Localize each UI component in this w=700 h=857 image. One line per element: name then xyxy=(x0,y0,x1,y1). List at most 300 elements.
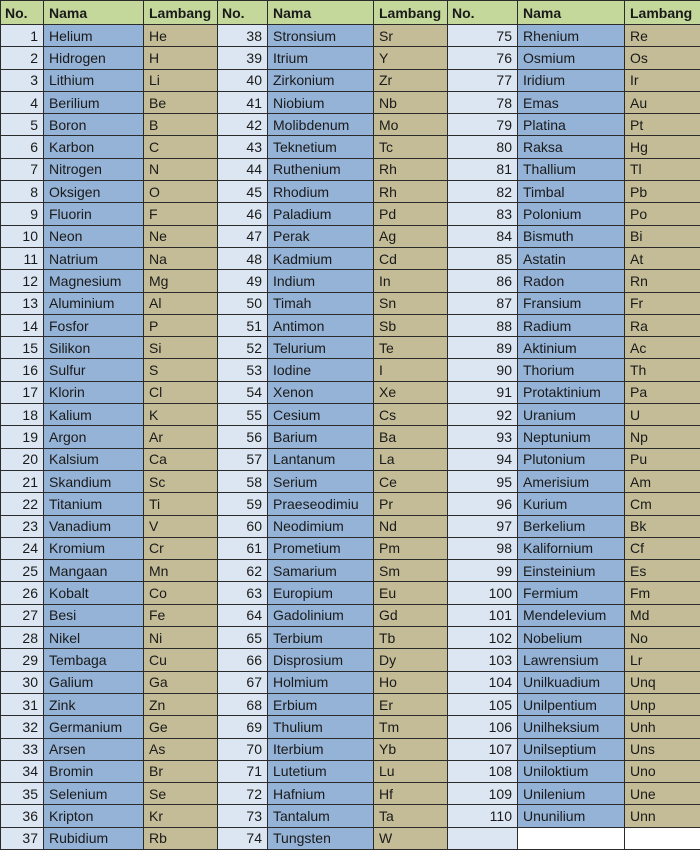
element-symbol: In xyxy=(374,270,448,292)
element-name: Titanium xyxy=(44,493,144,515)
element-number: 73 xyxy=(218,805,268,827)
element-symbol: Tm xyxy=(374,716,448,738)
element-number: 81 xyxy=(448,158,518,180)
element-symbol: V xyxy=(144,515,218,537)
element-number: 93 xyxy=(448,426,518,448)
table-row xyxy=(1,470,700,492)
element-symbol: Unh xyxy=(625,716,700,738)
element-symbol: Pu xyxy=(625,448,700,470)
element-symbol: Cd xyxy=(374,247,448,269)
table-body xyxy=(1,25,700,850)
table-row xyxy=(1,671,700,693)
element-symbol: Ba xyxy=(374,426,448,448)
table-row xyxy=(1,448,700,470)
element-symbol: Nd xyxy=(374,515,448,537)
element-number: 95 xyxy=(448,470,518,492)
element-name: Kobalt xyxy=(44,582,144,604)
element-symbol: I xyxy=(374,359,448,381)
element-symbol: Cr xyxy=(144,537,218,559)
element-number: 78 xyxy=(448,91,518,113)
element-name: Iodine xyxy=(268,359,374,381)
element-symbol: Dy xyxy=(374,649,448,671)
element-symbol: Sr xyxy=(374,25,448,47)
table-row xyxy=(1,381,700,403)
element-number: 8 xyxy=(1,181,44,203)
element-name: Iridium xyxy=(518,69,625,91)
table-row xyxy=(1,537,700,559)
element-name: Kurium xyxy=(518,493,625,515)
element-name: Fluorin xyxy=(44,203,144,225)
table-row xyxy=(1,47,700,69)
element-symbol: Tb xyxy=(374,627,448,649)
element-name: Zink xyxy=(44,693,144,715)
table-row xyxy=(1,426,700,448)
element-symbol: Ag xyxy=(374,225,448,247)
element-symbol: Uns xyxy=(625,738,700,760)
element-number: 36 xyxy=(1,805,44,827)
element-symbol: Li xyxy=(144,69,218,91)
element-name: Selenium xyxy=(44,783,144,805)
element-symbol: Ti xyxy=(144,493,218,515)
element-name: Timah xyxy=(268,292,374,314)
element-symbol: Es xyxy=(625,560,700,582)
element-symbol: Rh xyxy=(374,158,448,180)
element-symbol: U xyxy=(625,404,700,426)
element-number: 19 xyxy=(1,426,44,448)
element-number: 50 xyxy=(218,292,268,314)
element-symbol: Re xyxy=(625,25,700,47)
table-row xyxy=(1,292,700,314)
table-row xyxy=(1,337,700,359)
element-name: Niobium xyxy=(268,91,374,113)
element-number: 96 xyxy=(448,493,518,515)
element-name: Stronsium xyxy=(268,25,374,47)
element-number: 92 xyxy=(448,404,518,426)
element-symbol: Po xyxy=(625,203,700,225)
element-symbol: Y xyxy=(374,47,448,69)
table-row xyxy=(1,582,700,604)
element-number: 10 xyxy=(1,225,44,247)
element-name: Argon xyxy=(44,426,144,448)
element-name: Unilenium xyxy=(518,783,625,805)
element-number: 51 xyxy=(218,314,268,336)
table-row xyxy=(1,69,700,91)
element-symbol: F xyxy=(144,203,218,225)
element-name: Oksigen xyxy=(44,181,144,203)
element-number: 44 xyxy=(218,158,268,180)
element-name: Paladium xyxy=(268,203,374,225)
element-symbol: Sc xyxy=(144,470,218,492)
element-number: 71 xyxy=(218,760,268,782)
table-row xyxy=(1,158,700,180)
element-number: 66 xyxy=(218,649,268,671)
element-name: Radon xyxy=(518,270,625,292)
element-name: Helium xyxy=(44,25,144,47)
table-row xyxy=(1,181,700,203)
element-name: Thulium xyxy=(268,716,374,738)
element-symbol: Lr xyxy=(625,649,700,671)
element-name: Nobelium xyxy=(518,627,625,649)
element-symbol: Yb xyxy=(374,738,448,760)
element-name: Disprosium xyxy=(268,649,374,671)
element-number: 79 xyxy=(448,114,518,136)
element-symbol: Se xyxy=(144,783,218,805)
table-row xyxy=(1,91,700,113)
element-number: 67 xyxy=(218,671,268,693)
element-number: 90 xyxy=(448,359,518,381)
element-number: 68 xyxy=(218,693,268,715)
element-number: 22 xyxy=(1,493,44,515)
element-number: 98 xyxy=(448,537,518,559)
element-number: 101 xyxy=(448,604,518,626)
element-number: 100 xyxy=(448,582,518,604)
header-lambang: Lambang xyxy=(374,1,448,25)
header-nama: Nama xyxy=(268,1,374,25)
header-nama: Nama xyxy=(44,1,144,25)
element-number: 54 xyxy=(218,381,268,403)
element-number: 65 xyxy=(218,627,268,649)
element-name: Protaktinium xyxy=(518,381,625,403)
element-number: 59 xyxy=(218,493,268,515)
element-number: 74 xyxy=(218,827,268,849)
element-name: Unilseptium xyxy=(518,738,625,760)
element-name: Kromium xyxy=(44,537,144,559)
element-number: 28 xyxy=(1,627,44,649)
element-number: 84 xyxy=(448,225,518,247)
element-number: 53 xyxy=(218,359,268,381)
element-symbol: Ga xyxy=(144,671,218,693)
element-symbol: Hf xyxy=(374,783,448,805)
table-row xyxy=(1,314,700,336)
element-symbol: Ra xyxy=(625,314,700,336)
element-name: Rhodium xyxy=(268,181,374,203)
element-number: 48 xyxy=(218,247,268,269)
element-number: 25 xyxy=(1,560,44,582)
element-symbol: Sn xyxy=(374,292,448,314)
element-name: Thallium xyxy=(518,158,625,180)
element-symbol: Pa xyxy=(625,381,700,403)
header-lambang: Lambang xyxy=(144,1,218,25)
element-symbol: Md xyxy=(625,604,700,626)
element-symbol: H xyxy=(144,47,218,69)
element-number: 38 xyxy=(218,25,268,47)
element-symbol: Zn xyxy=(144,693,218,715)
element-name: Lantanum xyxy=(268,448,374,470)
element-symbol: Pt xyxy=(625,114,700,136)
table-row xyxy=(1,560,700,582)
element-symbol: Cl xyxy=(144,381,218,403)
element-symbol: Ge xyxy=(144,716,218,738)
element-number: 6 xyxy=(1,136,44,158)
element-symbol: Mn xyxy=(144,560,218,582)
element-name: Tungsten xyxy=(268,827,374,849)
element-symbol: Ho xyxy=(374,671,448,693)
element-name: Klorin xyxy=(44,381,144,403)
element-name: Nikel xyxy=(44,627,144,649)
element-name: Raksa xyxy=(518,136,625,158)
element-name: Gadolinium xyxy=(268,604,374,626)
element-name: Radium xyxy=(518,314,625,336)
element-number: 55 xyxy=(218,404,268,426)
element-symbol: Rb xyxy=(144,827,218,849)
element-name: Mangaan xyxy=(44,560,144,582)
element-symbol: No xyxy=(625,627,700,649)
element-symbol: He xyxy=(144,25,218,47)
element-number: 9 xyxy=(1,203,44,225)
element-number: 42 xyxy=(218,114,268,136)
element-name: Uranium xyxy=(518,404,625,426)
element-symbol: Am xyxy=(625,470,700,492)
element-symbol: Fe xyxy=(144,604,218,626)
element-symbol: Une xyxy=(625,783,700,805)
element-name: Natrium xyxy=(44,247,144,269)
element-name: Fermium xyxy=(518,582,625,604)
element-name: Einsteinium xyxy=(518,560,625,582)
element-symbol: Si xyxy=(144,337,218,359)
element-name: Amerisium xyxy=(518,470,625,492)
element-name: Terbium xyxy=(268,627,374,649)
element-symbol: Ir xyxy=(625,69,700,91)
element-number: 49 xyxy=(218,270,268,292)
element-symbol: Rn xyxy=(625,270,700,292)
element-number: 57 xyxy=(218,448,268,470)
element-symbol: Ta xyxy=(374,805,448,827)
element-name: Neodimium xyxy=(268,515,374,537)
element-name: Lawrensium xyxy=(518,649,625,671)
table-row xyxy=(1,627,700,649)
header-lambang: Lambang xyxy=(625,1,700,25)
header-no: No. xyxy=(1,1,44,25)
element-symbol: N xyxy=(144,158,218,180)
table-row xyxy=(1,136,700,158)
element-symbol: Te xyxy=(374,337,448,359)
element-number: 102 xyxy=(448,627,518,649)
element-number: 34 xyxy=(1,760,44,782)
element-name: Barium xyxy=(268,426,374,448)
element-symbol: Rh xyxy=(374,181,448,203)
element-name: Silikon xyxy=(44,337,144,359)
element-number: 17 xyxy=(1,381,44,403)
element-number: 85 xyxy=(448,247,518,269)
element-symbol: Fr xyxy=(625,292,700,314)
element-name: Skandium xyxy=(44,470,144,492)
element-number: 52 xyxy=(218,337,268,359)
table-row xyxy=(1,270,700,292)
element-number: 75 xyxy=(448,25,518,47)
table-row xyxy=(1,25,700,47)
element-name: Astatin xyxy=(518,247,625,269)
element-name: Fransium xyxy=(518,292,625,314)
table-row xyxy=(1,693,700,715)
element-symbol: Pd xyxy=(374,203,448,225)
element-name: Itrium xyxy=(268,47,374,69)
element-number: 4 xyxy=(1,91,44,113)
element-symbol: Cf xyxy=(625,537,700,559)
element-number: 60 xyxy=(218,515,268,537)
element-symbol: Ce xyxy=(374,470,448,492)
element-name: Vanadium xyxy=(44,515,144,537)
element-name: Kalium xyxy=(44,404,144,426)
element-name: Indium xyxy=(268,270,374,292)
element-number: 72 xyxy=(218,783,268,805)
element-number: 1 xyxy=(1,25,44,47)
element-name: Samarium xyxy=(268,560,374,582)
element-number: 3 xyxy=(1,69,44,91)
element-number: 88 xyxy=(448,314,518,336)
element-name: Unilkuadium xyxy=(518,671,625,693)
element-number: 37 xyxy=(1,827,44,849)
element-name: Rubidium xyxy=(44,827,144,849)
element-name: Lithium xyxy=(44,69,144,91)
element-number: 2 xyxy=(1,47,44,69)
element-symbol: W xyxy=(374,827,448,849)
element-number: 83 xyxy=(448,203,518,225)
table-row xyxy=(1,114,700,136)
element-symbol: Er xyxy=(374,693,448,715)
element-number: 64 xyxy=(218,604,268,626)
element-symbol: S xyxy=(144,359,218,381)
header-no: No. xyxy=(448,1,518,25)
element-name: Neptunium xyxy=(518,426,625,448)
element-name: Cesium xyxy=(268,404,374,426)
element-number: 87 xyxy=(448,292,518,314)
element-name: Kripton xyxy=(44,805,144,827)
element-number: 76 xyxy=(448,47,518,69)
element-symbol: La xyxy=(374,448,448,470)
element-number: 16 xyxy=(1,359,44,381)
element-symbol: Fm xyxy=(625,582,700,604)
element-number: 94 xyxy=(448,448,518,470)
element-symbol: Unq xyxy=(625,671,700,693)
element-number: 27 xyxy=(1,604,44,626)
element-symbol: Uno xyxy=(625,760,700,782)
element-symbol: Al xyxy=(144,292,218,314)
table-row xyxy=(1,716,700,738)
element-number: 104 xyxy=(448,671,518,693)
element-number: 63 xyxy=(218,582,268,604)
table-row xyxy=(1,649,700,671)
element-number: 20 xyxy=(1,448,44,470)
element-symbol: Ca xyxy=(144,448,218,470)
element-number: 80 xyxy=(448,136,518,158)
element-symbol: Ac xyxy=(625,337,700,359)
element-name: Plutonium xyxy=(518,448,625,470)
element-name: Perak xyxy=(268,225,374,247)
element-number: 39 xyxy=(218,47,268,69)
element-number: 56 xyxy=(218,426,268,448)
element-name: Europium xyxy=(268,582,374,604)
element-number: 105 xyxy=(448,693,518,715)
element-symbol: Nb xyxy=(374,91,448,113)
element-name: Lutetium xyxy=(268,760,374,782)
element-name: Magnesium xyxy=(44,270,144,292)
table-row xyxy=(1,827,700,849)
element-symbol: K xyxy=(144,404,218,426)
element-name: Polonium xyxy=(518,203,625,225)
element-symbol: Np xyxy=(625,426,700,448)
element-number: 21 xyxy=(1,470,44,492)
element-number: 107 xyxy=(448,738,518,760)
element-symbol: B xyxy=(144,114,218,136)
element-name: Boron xyxy=(44,114,144,136)
element-symbol: Ni xyxy=(144,627,218,649)
element-symbol: Tl xyxy=(625,158,700,180)
element-name: Hafnium xyxy=(268,783,374,805)
header-nama: Nama xyxy=(518,1,625,25)
element-number: 41 xyxy=(218,91,268,113)
element-number: 46 xyxy=(218,203,268,225)
element-name: Antimon xyxy=(268,314,374,336)
element-name: Uniloktium xyxy=(518,760,625,782)
table-row xyxy=(1,225,700,247)
element-name: Kalifornium xyxy=(518,537,625,559)
element-symbol: Co xyxy=(144,582,218,604)
element-name: Sulfur xyxy=(44,359,144,381)
element-symbol: Th xyxy=(625,359,700,381)
element-symbol: Pm xyxy=(374,537,448,559)
element-symbol: Lu xyxy=(374,760,448,782)
element-number: 32 xyxy=(1,716,44,738)
element-number: 14 xyxy=(1,314,44,336)
element-symbol: Cu xyxy=(144,649,218,671)
element-name: Unilheksium xyxy=(518,716,625,738)
element-symbol: C xyxy=(144,136,218,158)
element-name: Bismuth xyxy=(518,225,625,247)
element-symbol: As xyxy=(144,738,218,760)
element-number: 47 xyxy=(218,225,268,247)
table-row xyxy=(1,515,700,537)
element-number: 91 xyxy=(448,381,518,403)
element-number: 31 xyxy=(1,693,44,715)
element-name: Xenon xyxy=(268,381,374,403)
element-symbol: Ar xyxy=(144,426,218,448)
element-name: Berkelium xyxy=(518,515,625,537)
element-name: Emas xyxy=(518,91,625,113)
element-number: 61 xyxy=(218,537,268,559)
element-symbol: Mo xyxy=(374,114,448,136)
element-name: Telurium xyxy=(268,337,374,359)
element-name: Aluminium xyxy=(44,292,144,314)
element-number: 86 xyxy=(448,270,518,292)
element-symbol: Na xyxy=(144,247,218,269)
element-number: 77 xyxy=(448,69,518,91)
element-number: 99 xyxy=(448,560,518,582)
element-name: Tembaga xyxy=(44,649,144,671)
element-name: Prometium xyxy=(268,537,374,559)
table-row xyxy=(1,493,700,515)
table-row xyxy=(1,783,700,805)
table-row xyxy=(1,359,700,381)
element-name: Teknetium xyxy=(268,136,374,158)
element-number xyxy=(448,827,518,849)
element-name: Mendelevium xyxy=(518,604,625,626)
element-symbol: Unp xyxy=(625,693,700,715)
element-number: 82 xyxy=(448,181,518,203)
element-name: Osmium xyxy=(518,47,625,69)
element-number: 106 xyxy=(448,716,518,738)
element-number: 35 xyxy=(1,783,44,805)
element-name: Berilium xyxy=(44,91,144,113)
element-name: Germanium xyxy=(44,716,144,738)
element-symbol: Cm xyxy=(625,493,700,515)
element-symbol: Ne xyxy=(144,225,218,247)
element-number: 5 xyxy=(1,114,44,136)
element-symbol: Sm xyxy=(374,560,448,582)
element-number: 45 xyxy=(218,181,268,203)
element-symbol: Sb xyxy=(374,314,448,336)
element-number: 43 xyxy=(218,136,268,158)
element-symbol: Gd xyxy=(374,604,448,626)
